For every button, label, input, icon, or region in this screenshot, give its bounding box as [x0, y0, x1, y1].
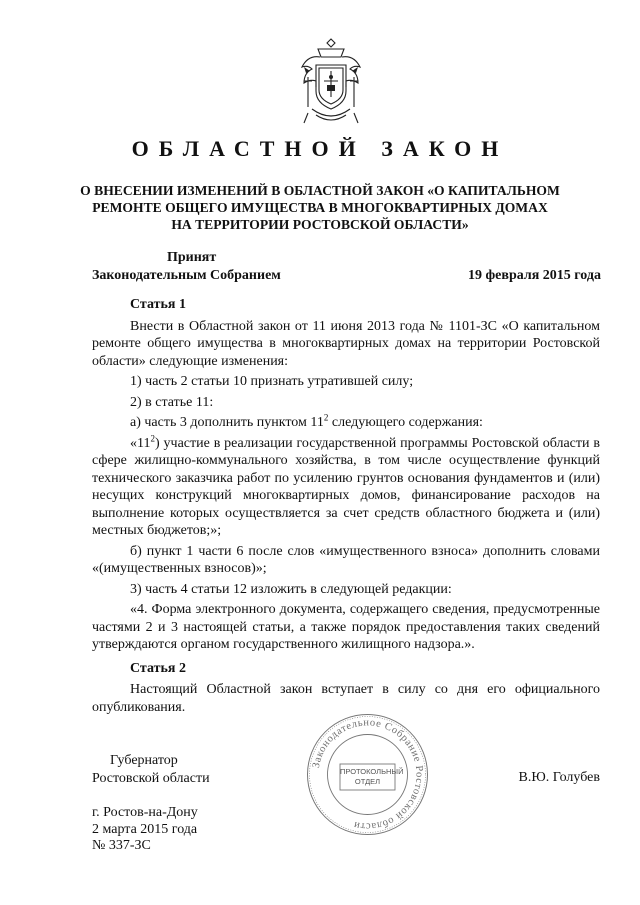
signing-date: 2 марта 2015 года — [92, 821, 198, 837]
article-1-item-2b: б) пункт 1 части 6 после слов «имущественного взноса» дополнить словами «(имущественных взносов)»; — [92, 543, 600, 576]
article-1-heading: Статья 1 — [130, 297, 186, 312]
subtitle-line: НА ТЕРРИТОРИИ РОСТОВСКОЙ ОБЛАСТИ» — [171, 217, 469, 232]
article-1-quote-1 — [92, 432, 600, 540]
document-body — [92, 296, 600, 719]
document-subtitle — [60, 182, 580, 233]
signatory-name: В.Ю. Голубев — [518, 770, 600, 785]
quote-1-open: «11 — [130, 435, 151, 451]
stamp-inner-text: ПРОТОКОЛЬНЫЙ ОТДЕЛ — [340, 767, 404, 786]
office-stamp — [305, 712, 430, 837]
article-1-item-1: 1) часть 2 статьи 10 признать утратившей силу; — [130, 374, 414, 389]
city: г. Ростов-на-Дону — [92, 805, 198, 820]
subtitle-line: РЕМОНТЕ ОБЩЕГО ИМУЩЕСТВА В МНОГОКВАРТИРНЫХ ДОМАХ — [92, 200, 548, 215]
adopted-by: Законодательным Собранием — [92, 268, 281, 283]
adopted-date: 19 февраля 2015 года — [468, 268, 601, 283]
article-2-text: Настоящий Областной закон вступает в силу со дня его официального опубликования. — [92, 682, 600, 715]
adopted-label: Принят — [167, 250, 217, 265]
article-2-heading: Статья 2 — [130, 660, 186, 676]
superscript: 2 — [150, 432, 155, 443]
document-title: ОБЛАСТНОЙ ЗАКОН — [131, 136, 509, 161]
quote-1-text: ) участие в реализации государственной программы Ростовской области в сфере жилищно-коммунального хозяйства, в том числе осуществление функций технического заказчика работ по усилению грунтов основания фундаментов и (или) несущих конструкций многоквартирных домов, финансирование расходов на выполнение которых осуществляется за счет средств областного бюджета и (или) местных бюджетов;»; — [92, 435, 600, 538]
article-1-item-2a — [92, 414, 600, 432]
subtitle-line: О ВНЕСЕНИИ ИЗМЕНЕНИЙ В ОБЛАСТНОЙ ЗАКОН «О КАПИТАЛЬНОМ — [80, 183, 560, 198]
superscript: 2 — [323, 412, 329, 423]
article-1-item-3: 3) часть 4 статьи 12 изложить в следующей редакции: — [130, 581, 452, 597]
position-line: Ростовской области — [92, 770, 210, 786]
position-line: Губернатор — [110, 753, 178, 768]
coat-of-arms-emblem — [296, 37, 366, 129]
item-2a-text-after: следующего содержания: — [328, 415, 483, 430]
item-2a-text: а) часть 3 дополнить пунктом 11 — [130, 415, 324, 430]
signatory-position — [92, 752, 210, 787]
law-number: № 337-ЗС — [92, 838, 151, 853]
stamp-ring-text: Законодательное Собрание Ростовской области — [310, 717, 425, 832]
article-1-quote-2: «4. Форма электронного документа, содержащего сведения, предусмотренные частями 2 и 3 настоящей статьи, а также порядок предоставления таких сведений утверждаются органом государственного жилищного надзора.». — [92, 602, 600, 652]
article-1-item-2: 2) в статье 11: — [130, 394, 214, 410]
place-and-date — [92, 805, 198, 855]
article-1-intro: Внести в Областной закон от 11 июня 2013 года № 1101-ЗС «О капитальном ремонте общего имущества в многоквартирных домах на территории Ростовской области» следующие изменения: — [92, 318, 600, 369]
